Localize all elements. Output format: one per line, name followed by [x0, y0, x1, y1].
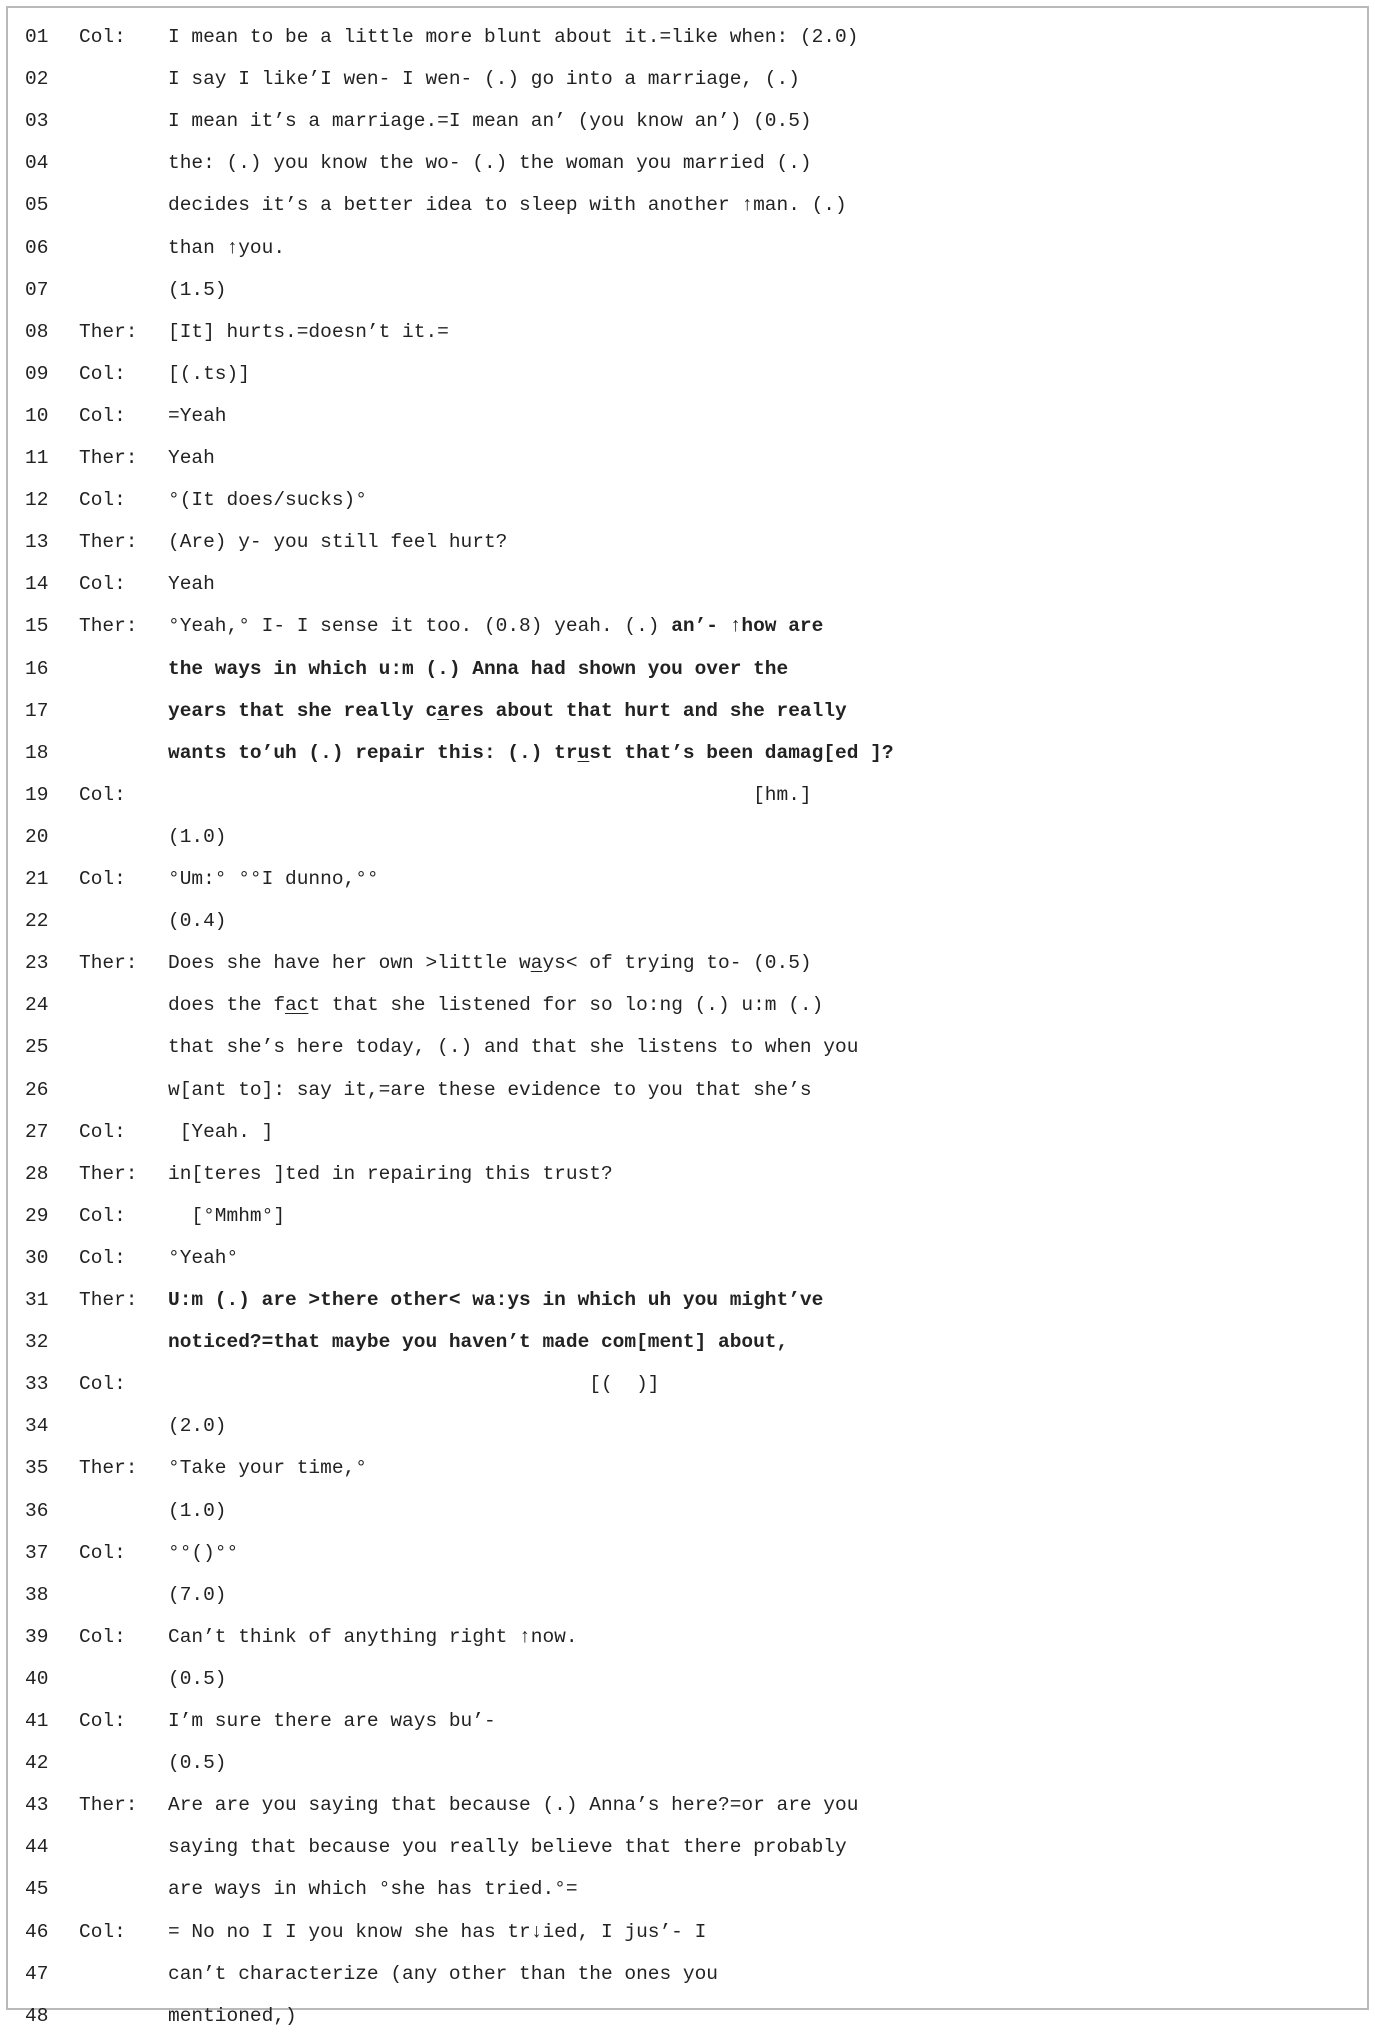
utterance-text — [168, 564, 215, 604]
transcript-line — [8, 143, 1367, 183]
utterance-segment: (1.5) — [168, 278, 227, 301]
transcript-line — [8, 101, 1367, 141]
utterance-segment: w[ant to]: say it,=are these evidence to you that she’s — [168, 1078, 812, 1101]
speaker-label: Ther: — [79, 531, 138, 554]
speaker-label: Col: — [79, 1710, 126, 1732]
utterance-segment: (2.0) — [168, 1415, 227, 1438]
speaker-label: Col: — [79, 1120, 126, 1143]
utterance-text — [168, 1070, 812, 1110]
transcript-line — [8, 1912, 1367, 1952]
line-number: 32 — [25, 1331, 49, 1354]
line-number: 17 — [25, 699, 49, 722]
transcript-line — [8, 564, 1367, 604]
utterance-segment: st that’s been damag[ed ]? — [589, 741, 894, 764]
utterance-text — [168, 354, 250, 394]
utterance-text — [168, 185, 847, 225]
line-number: 12 — [25, 489, 49, 512]
utterance-segment: = No no I I you know she has tr↓ied, I jus’- I — [168, 1920, 707, 1943]
transcript-line — [8, 312, 1367, 352]
utterance-segment: mentioned,) — [168, 2004, 297, 2027]
transcript-line — [8, 691, 1367, 731]
utterance-segment: the ways in which u:m (.) Anna had shown you over the — [168, 657, 789, 680]
utterance-segment: (7.0) — [168, 1583, 227, 1606]
line-number: 03 — [25, 110, 49, 133]
utterance-segment: the: (.) you know the wo- (.) the woman you married (.) — [168, 152, 812, 175]
line-number: 09 — [25, 362, 49, 385]
utterance-segment: Yeah — [168, 447, 215, 469]
transcript-line — [8, 1448, 1367, 1488]
line-number: 06 — [25, 236, 49, 259]
line-number: 24 — [25, 994, 49, 1017]
speaker-label: Ther: — [79, 1162, 138, 1185]
utterance-text — [168, 101, 812, 141]
speaker-label: Col: — [79, 404, 126, 427]
transcript-line — [8, 1827, 1367, 1867]
line-number: 44 — [25, 1836, 49, 1859]
utterance-segment: (1.0) — [168, 1499, 227, 1522]
utterance-segment: °Yeah° — [168, 1246, 239, 1269]
speaker-label: Col: — [79, 783, 126, 806]
utterance-segment: decides it’s a better idea to sleep with another ↑man. (.) — [168, 194, 847, 217]
transcript-line — [8, 59, 1367, 99]
transcript-line — [8, 1491, 1367, 1531]
utterance-segment: Can’t think of anything right ↑now. — [168, 1625, 578, 1648]
speaker-label: Col: — [79, 1246, 126, 1269]
utterance-segment: (0.4) — [168, 910, 227, 933]
utterance-segment: can’t characterize (any other than the ones you — [168, 1962, 718, 1985]
line-number: 43 — [25, 1794, 49, 1817]
utterance-segment: °°()°° — [168, 1541, 239, 1564]
speaker-label: Col: — [79, 1373, 126, 1396]
transcript-line — [8, 1364, 1367, 1404]
line-number: 31 — [25, 1289, 49, 1311]
utterance-text — [168, 1743, 227, 1783]
utterance-text — [168, 480, 367, 520]
utterance-text — [168, 606, 823, 646]
line-number: 27 — [25, 1120, 49, 1143]
transcript-line — [8, 901, 1367, 941]
speaker-label: Ther: — [79, 952, 138, 975]
utterance-text — [168, 1533, 238, 1573]
utterance-segment: years that she really c — [168, 699, 438, 722]
utterance-text — [168, 1869, 578, 1909]
utterance-text — [168, 691, 847, 731]
utterance-text — [168, 1112, 273, 1152]
utterance-text — [168, 1280, 823, 1320]
utterance-segment: res about that hurt and she really — [448, 699, 847, 722]
line-number: 11 — [25, 447, 49, 469]
line-number: 04 — [25, 152, 49, 175]
utterance-text — [168, 1827, 847, 1867]
line-number: 07 — [25, 278, 49, 301]
transcript-line — [8, 985, 1367, 1025]
utterance-segment: are ways in which °she has tried.°= — [168, 1878, 578, 1901]
speaker-label: Ther: — [79, 447, 138, 469]
utterance-segment: (Are) y- you still feel hurt? — [168, 531, 508, 554]
line-number: 28 — [25, 1162, 49, 1185]
line-number: 29 — [25, 1204, 49, 1227]
utterance-segment: wants to’uh (.) repair this: (.) tr — [168, 741, 578, 764]
utterance-segment: [Yeah. ] — [168, 1120, 274, 1143]
line-number: 39 — [25, 1625, 49, 1648]
line-number: 01 — [25, 26, 49, 48]
utterance-segment: I mean to be a little more blunt about it.=like when: (2.0) — [168, 26, 859, 48]
speaker-label: Col: — [79, 868, 126, 890]
utterance-text — [168, 859, 379, 899]
utterance-segment: [( )] — [168, 1373, 660, 1396]
utterance-text — [168, 312, 449, 352]
line-number: 14 — [25, 573, 49, 596]
utterance-segment: =Yeah — [168, 404, 227, 427]
transcript-line — [8, 1996, 1367, 2036]
line-number: 33 — [25, 1373, 49, 1396]
transcript-line — [8, 1154, 1367, 1194]
utterance-text — [168, 1027, 858, 1067]
utterance-text — [168, 817, 227, 857]
utterance-text — [168, 228, 285, 268]
utterance-text — [168, 1322, 788, 1362]
line-number: 48 — [25, 2004, 49, 2027]
line-number: 23 — [25, 952, 49, 975]
utterance-segment: °Um:° °°I dunno,°° — [168, 868, 379, 890]
line-number: 19 — [25, 783, 49, 806]
utterance-text — [168, 901, 227, 941]
line-number: 21 — [25, 868, 49, 890]
line-number: 42 — [25, 1752, 49, 1775]
utterance-segment: that she’s here today, (.) and that she listens to when you — [168, 1036, 859, 1059]
transcript-line — [8, 606, 1367, 646]
utterance-segment: [hm.] — [168, 783, 812, 806]
transcript-line — [8, 228, 1367, 268]
transcript-line — [8, 859, 1367, 899]
transcript-frame — [6, 6, 1369, 2027]
utterance-segment: an’- ↑how are — [671, 615, 824, 638]
utterance-segment: Are are you saying that because (.) Anna’s here?=or are you — [168, 1794, 859, 1817]
utterance-text — [168, 733, 894, 773]
line-number: 13 — [25, 531, 49, 554]
line-number: 35 — [25, 1457, 49, 1480]
utterance-text — [168, 1238, 238, 1278]
transcript-line — [8, 1112, 1367, 1152]
transcript-line — [8, 1869, 1367, 1909]
line-number: 38 — [25, 1583, 49, 1606]
speaker-label: Ther: — [79, 615, 138, 638]
utterance-text — [168, 270, 227, 310]
utterance-segment: °Yeah,° I- I sense it too. (0.8) yeah. (.) — [168, 615, 672, 638]
transcript-line — [8, 943, 1367, 983]
transcript-line — [8, 1070, 1367, 1110]
transcript-line — [8, 1238, 1367, 1278]
utterance-segment: [It] hurts.=doesn’t it.= — [168, 320, 449, 343]
transcript-line — [8, 1785, 1367, 1825]
utterance-text — [168, 943, 812, 983]
utterance-text — [168, 1364, 659, 1404]
line-number: 37 — [25, 1541, 49, 1564]
transcript-line — [8, 1743, 1367, 1783]
utterance-text — [168, 1154, 613, 1194]
line-number: 45 — [25, 1878, 49, 1901]
utterance-text — [168, 1954, 718, 1994]
speaker-label: Ther: — [79, 1794, 138, 1817]
utterance-segment: does the f — [168, 994, 286, 1017]
utterance-text — [168, 143, 812, 183]
utterance-segment: (1.0) — [168, 825, 227, 848]
transcript-line — [8, 817, 1367, 857]
utterance-segment: °Take your time,° — [168, 1457, 367, 1480]
utterance-text — [168, 59, 800, 99]
transcript-line — [8, 185, 1367, 225]
speaker-label: Col: — [79, 1920, 126, 1943]
utterance-segment: U:m (.) are >there other< wa:ys in which uh you might’ve — [168, 1289, 824, 1311]
line-number: 34 — [25, 1415, 49, 1438]
utterance-text — [168, 1785, 858, 1825]
transcript-line — [8, 1027, 1367, 1067]
utterance-text — [168, 649, 788, 689]
transcript-line — [8, 1575, 1367, 1615]
utterance-segment: a — [437, 699, 449, 722]
line-number: 36 — [25, 1499, 49, 1522]
transcript-line — [8, 270, 1367, 310]
transcript-line — [8, 1322, 1367, 1362]
utterance-text — [168, 17, 858, 57]
utterance-segment: [(.ts)] — [168, 362, 250, 385]
transcript-line — [8, 1196, 1367, 1236]
speaker-label: Ther: — [79, 1457, 138, 1480]
speaker-label: Col: — [79, 362, 126, 385]
transcript-line — [8, 396, 1367, 436]
utterance-segment: (0.5) — [168, 1667, 227, 1690]
utterance-segment: ac — [285, 994, 309, 1017]
utterance-text — [168, 1996, 297, 2036]
line-number: 08 — [25, 320, 49, 343]
transcript-line — [8, 438, 1367, 478]
utterance-text — [168, 1491, 227, 1531]
utterance-segment: in[teres ]ted in repairing this trust? — [168, 1162, 613, 1185]
speaker-label: Col: — [79, 489, 126, 512]
transcript-line — [8, 649, 1367, 689]
utterance-segment: saying that because you really believe that there probably — [168, 1836, 847, 1859]
transcript-line — [8, 1701, 1367, 1741]
line-number: 41 — [25, 1710, 49, 1732]
utterance-segment: ys< of trying to- (0.5) — [542, 952, 812, 975]
utterance-segment: a — [530, 952, 543, 975]
line-number: 18 — [25, 741, 49, 764]
speaker-label: Col: — [79, 1204, 126, 1227]
transcript-line — [8, 1280, 1367, 1320]
utterance-text — [168, 438, 215, 478]
line-number: 46 — [25, 1920, 49, 1943]
utterance-segment: u — [577, 741, 590, 764]
transcript-line — [8, 1659, 1367, 1699]
utterance-text — [168, 1701, 496, 1741]
utterance-segment: noticed?=that maybe you haven’t made com[ment] about, — [168, 1331, 789, 1354]
utterance-text — [168, 1196, 285, 1236]
utterance-segment: Does she have her own >little w — [168, 952, 531, 975]
utterance-segment: I say I like’I wen- I wen- (.) go into a marriage, (.) — [168, 68, 800, 91]
transcript-line — [8, 17, 1367, 57]
utterance-text — [168, 1575, 227, 1615]
transcript-line — [8, 354, 1367, 394]
speaker-label: Col: — [79, 1541, 126, 1564]
line-number: 16 — [25, 657, 49, 680]
utterance-segment: (0.5) — [168, 1752, 227, 1775]
line-number: 05 — [25, 194, 49, 217]
line-number: 22 — [25, 910, 49, 933]
utterance-text — [168, 775, 812, 815]
utterance-segment: I mean it’s a marriage.=I mean an’ (you know an’) (0.5) — [168, 110, 812, 133]
utterance-text — [168, 1617, 578, 1657]
line-number: 02 — [25, 68, 49, 91]
transcript-line — [8, 733, 1367, 773]
transcript-line — [8, 1406, 1367, 1446]
line-number: 26 — [25, 1078, 49, 1101]
utterance-text — [168, 522, 507, 562]
line-number: 25 — [25, 1036, 49, 1059]
utterance-segment: t that she listened for so lo:ng (.) u:m (.) — [308, 994, 824, 1017]
speaker-label: Ther: — [79, 1289, 138, 1311]
utterance-text — [168, 1406, 227, 1446]
utterance-text — [168, 1659, 227, 1699]
utterance-segment: [°Mmhm°] — [168, 1204, 286, 1227]
line-number: 20 — [25, 825, 49, 848]
line-number: 40 — [25, 1667, 49, 1690]
transcript-line — [8, 1617, 1367, 1657]
utterance-text — [168, 396, 227, 436]
transcript-line — [8, 775, 1367, 815]
utterance-text — [168, 985, 823, 1025]
transcript-line — [8, 522, 1367, 562]
line-number: 47 — [25, 1962, 49, 1985]
line-number: 10 — [25, 404, 49, 427]
utterance-text — [168, 1912, 706, 1952]
transcript-line — [8, 1954, 1367, 1994]
utterance-segment: Yeah — [168, 573, 215, 596]
utterance-segment: I’m sure there are ways bu’- — [168, 1710, 496, 1732]
speaker-label: Col: — [79, 573, 126, 596]
line-number: 15 — [25, 615, 49, 638]
transcript-line — [8, 480, 1367, 520]
speaker-label: Col: — [79, 26, 126, 48]
speaker-label: Col: — [79, 1625, 126, 1648]
utterance-text — [168, 1448, 367, 1488]
utterance-segment: than ↑you. — [168, 236, 286, 259]
speaker-label: Ther: — [79, 320, 138, 343]
utterance-segment: °(It does/sucks)° — [168, 489, 367, 512]
line-number: 30 — [25, 1246, 49, 1269]
transcript-line — [8, 1533, 1367, 1573]
